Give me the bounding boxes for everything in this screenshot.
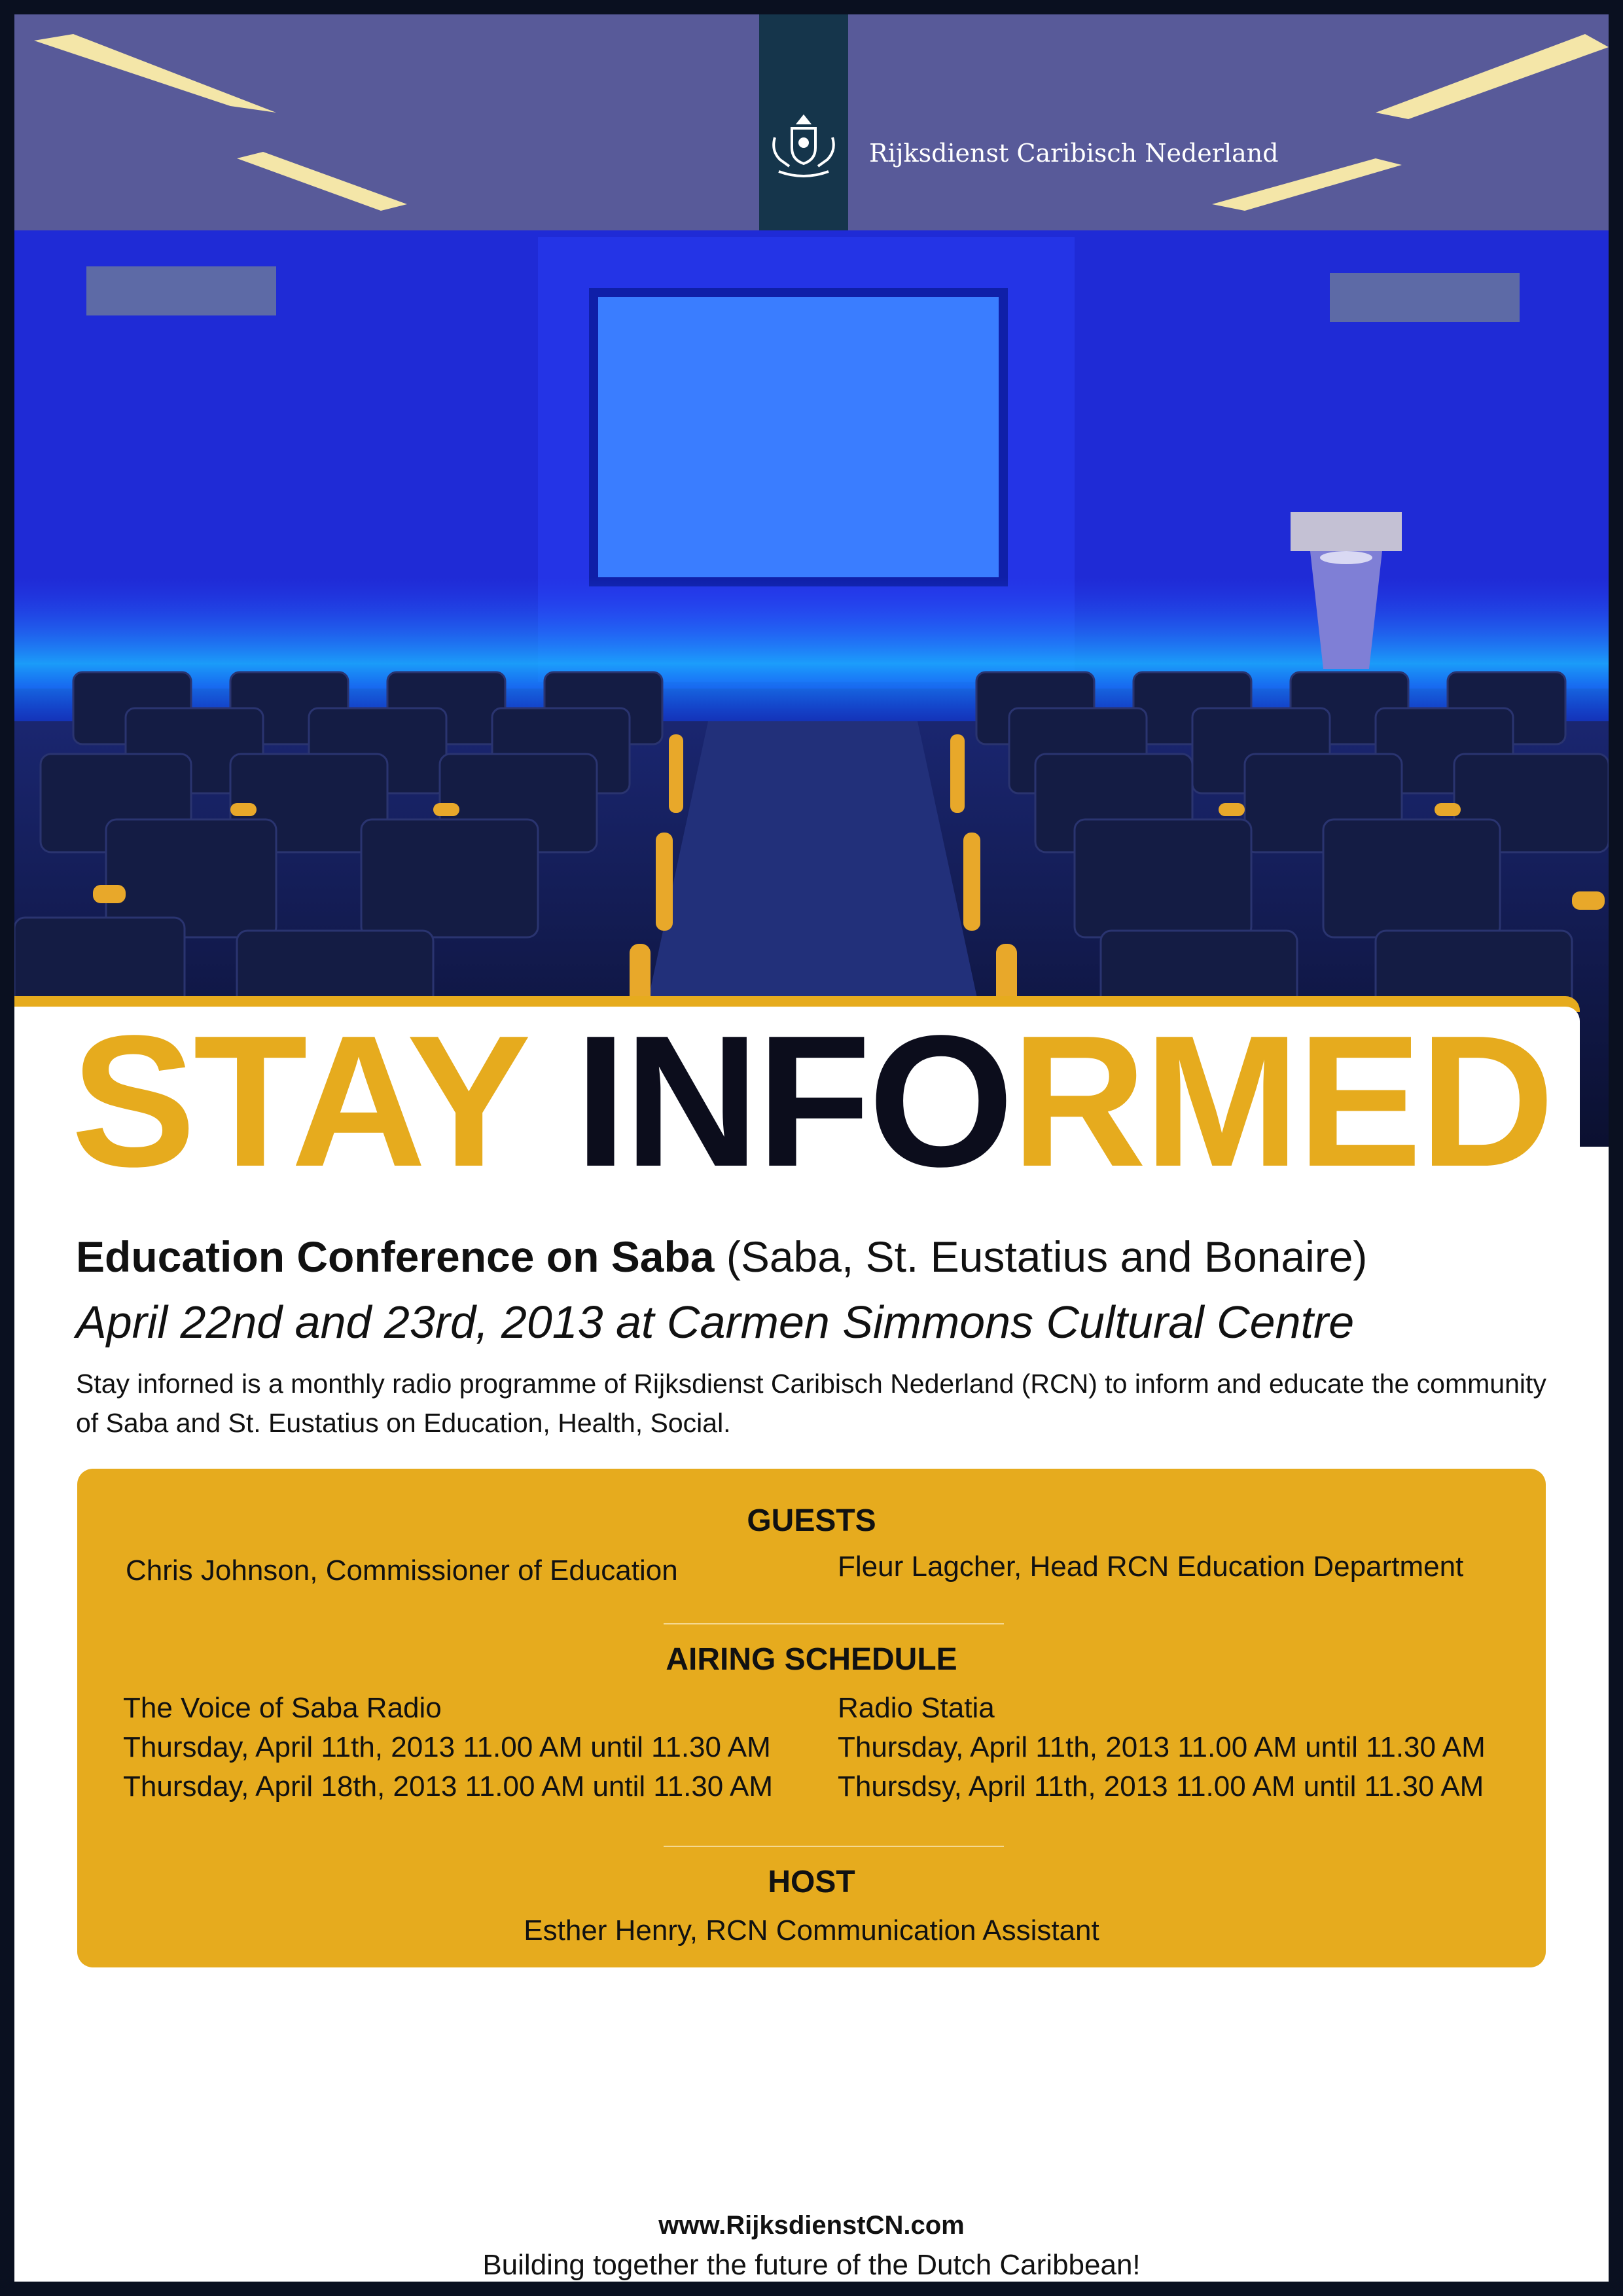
poster: [14, 14, 1609, 2282]
station-name: The Voice of Saba Radio: [123, 1692, 442, 1724]
host-name: Esther Henry, RCN Communication Assistant: [524, 1914, 1099, 1946]
slogan: Building together the future of the Dutch Caribbean!: [482, 2249, 1141, 2281]
headline-stay: STAY: [71, 996, 575, 1206]
event-title-bold: Education Conference on Saba: [76, 1232, 715, 1281]
schedule-heading: AIRING SCHEDULE: [666, 1642, 957, 1677]
guest-item: Fleur Lagcher, Head RCN Education Department: [838, 1551, 1464, 1583]
schedule-slot: Thursday, April 11th, 2013 11.00 AM until 11.30 AM: [838, 1731, 1486, 1763]
divider: [664, 1846, 1004, 1847]
conference-hall-photo: [14, 14, 1609, 1147]
schedule-slot: Thursday, April 18th, 2013 11.00 AM until 11.30 AM: [123, 1770, 774, 1803]
logo-tab: [759, 14, 848, 230]
headline: [14, 996, 1609, 1206]
guest-item: Chris Johnson, Commissioner of Education: [126, 1554, 678, 1587]
schedule-slot: Thursdsy, April 11th, 2013 11.00 AM until 11.30 AM: [838, 1770, 1484, 1803]
schedule-slot: Thursday, April 11th, 2013 11.00 AM until 11.30 AM: [123, 1731, 771, 1763]
coat-of-arms-icon: [766, 111, 842, 183]
station-name: Radio Statia: [838, 1692, 995, 1724]
info-box: [77, 1469, 1546, 1967]
guests-heading: GUESTS: [747, 1503, 876, 1538]
event-title-rest: (Saba, St. Eustatius and Bonaire): [714, 1232, 1368, 1281]
organization-name: Rijksdienst Caribisch Nederland: [869, 139, 1279, 168]
event-description: Stay inforned is a monthly radio programme of Rijksdienst Caribisch Nederland (RCN) to inform and educate the community of Saba and St. Eustatius on Education, Health, Social.: [76, 1369, 1546, 1438]
event-title: [76, 1232, 1367, 1282]
headline-info: INFO: [575, 996, 1012, 1206]
divider: [664, 1623, 1004, 1624]
website-link[interactable]: www.RijksdienstCN.com: [658, 2211, 965, 2240]
host-heading: HOST: [768, 1865, 855, 1899]
headline-rmed: RMED: [1011, 996, 1552, 1206]
event-date: April 22nd and 23rd, 2013 at Carmen Simmons Cultural Centre: [76, 1297, 1355, 1348]
